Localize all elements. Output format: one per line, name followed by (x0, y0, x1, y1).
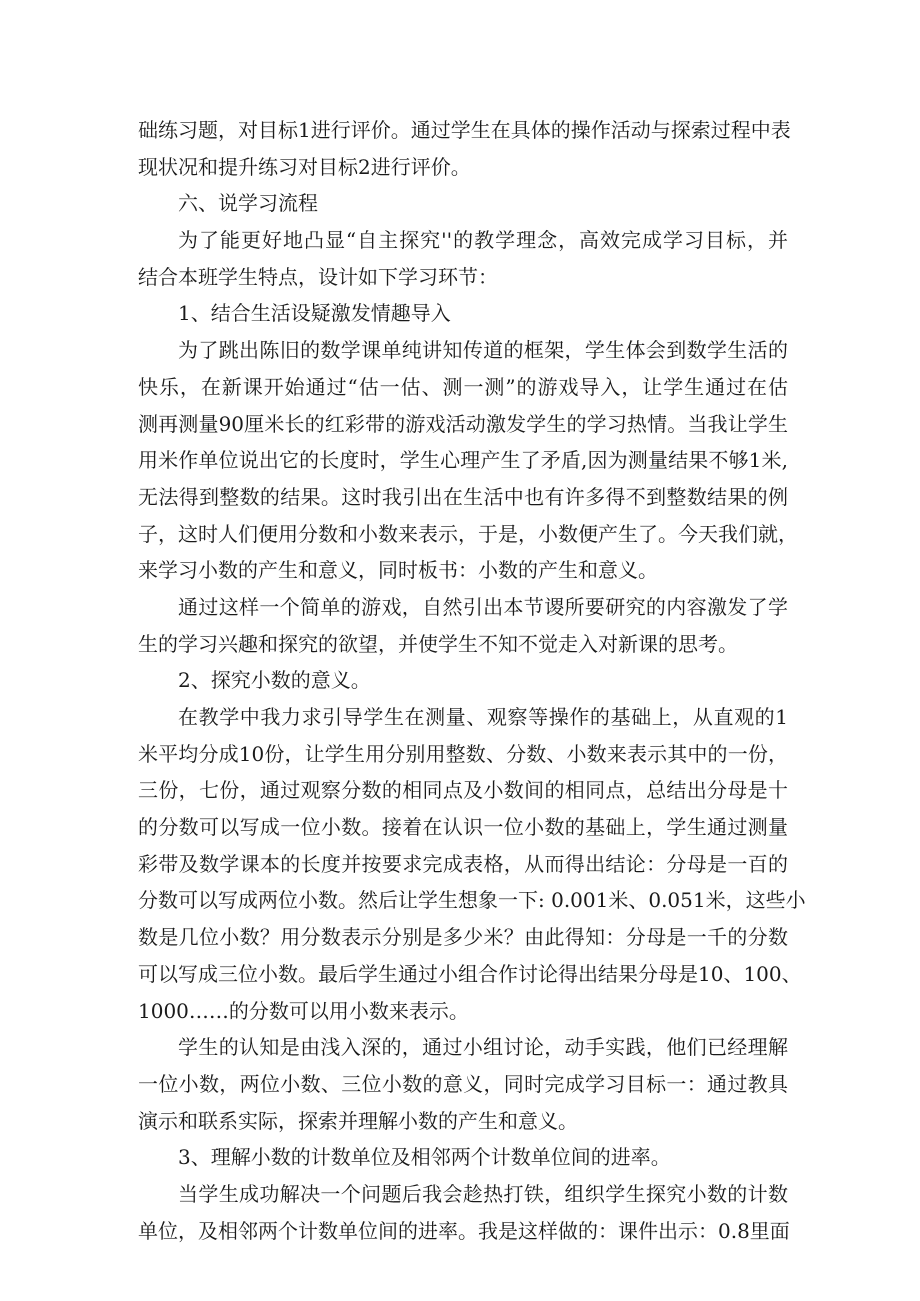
text-line: 六、说学习流程 (178, 191, 318, 216)
text-line: 为了能更好地凸显“自主探究''的教学理念，高效完成学习目标，并 (178, 228, 788, 253)
text-line: 用米作单位说出它的长度时，学生心理产生了矛盾,因为测量结果不够1米, (138, 448, 788, 473)
document-page (138, 112, 806, 1249)
text-line: 快乐，在新课开始通过“估一估、测一测”的游戏导入，让学生通过在估 (138, 374, 788, 399)
text-line: 结合本班学生特点，设计如下学习环节： (138, 264, 498, 289)
text-line: 分数可以写成两位小数。然后让学生想象一下: 0.001米、0.051米，这些小 (138, 888, 806, 913)
text-line: 通过这样一个简单的游戏，自然引出本节谡所要研究的内容激发了学 (178, 594, 788, 619)
text-line: 演示和联系实际，探索并理解小数的产生和意义。 (138, 1108, 578, 1133)
text-line: 在教学中我力求引导学生在测量、观察等操作的基础上，从直观的1 (178, 705, 788, 729)
text-line: 可以写成三位小数。最后学生通过小组合作讨论得出结果分母是10、100、 (138, 961, 802, 986)
text-line: 彩带及数学课本的长度并按要求完成表格，从而得出结论：分母是一百的 (138, 851, 788, 876)
text-line: 的分数可以写成一位小数。接着在认识一位小数的基础上，学生通过测量 (138, 815, 788, 840)
text-line: 一位小数，两位小数、三位小数的意义，同时完成学习目标一：通过教具 (138, 1071, 788, 1096)
text-line: 2、探究小数的意义。 (178, 668, 371, 693)
text-line: 为了跳出陈旧的数学课单纯讲知传道的框架，学生体会到数学生活的 (178, 338, 788, 363)
text-line: 米平均分成10份，让学生用分别用整数、分数、小数来表示其中的一份， (138, 741, 788, 766)
text-line: 三份，七份，通过观察分数的相同点及小数间的相同点，总结出分母是十 (138, 778, 788, 803)
text-line: 3、理解小数的计数单位及相邻两个计数单位间的进率。 (178, 1145, 671, 1170)
text-line: 子，这时人们便用分数和小数来表示，于是，小数便产生了。今天我们就， (138, 521, 798, 546)
text-line: 测再测量90厘米长的红彩带的游戏活动激发学生的学习热情。当我让学生 (138, 411, 788, 436)
text-line: 当学生成功解决一个问题后我会趁热打铁，组织学生探究小数的计数 (178, 1181, 788, 1206)
text-line: 数是几位小数？用分数表示分别是多少米？由此得知：分母是一千的分数 (138, 925, 788, 950)
text-line: 础练习题，对目标1进行评价。通过学生在具体的操作活动与探索过程中表 (138, 118, 791, 142)
text-line: 现状况和提升练习对目标2进行评价。 (138, 154, 471, 179)
text-line: 学生的认知是由浅入深的，通过小组讨论，动手实践，他们已经理解 (178, 1035, 788, 1060)
text-line: 无法得到整数的结果。这时我引出在生活中也有许多得不到整数结果的例 (138, 484, 788, 509)
text-line: 1000……的分数可以用小数来表示。 (138, 998, 469, 1023)
text-line: 1、结合生活设疑激发情趣导入 (178, 301, 451, 326)
text-line: 来学习小数的产生和意义，同时板书：小数的产生和意义。 (138, 558, 658, 583)
text-line: 单位，及相邻两个计数单位间的进率。我是这样做的：课件出示：0.8里面 (138, 1218, 790, 1243)
text-line: 生的学习兴趣和探究的欲望，并使学生不知不觉走入对新课的思考。 (138, 631, 738, 656)
